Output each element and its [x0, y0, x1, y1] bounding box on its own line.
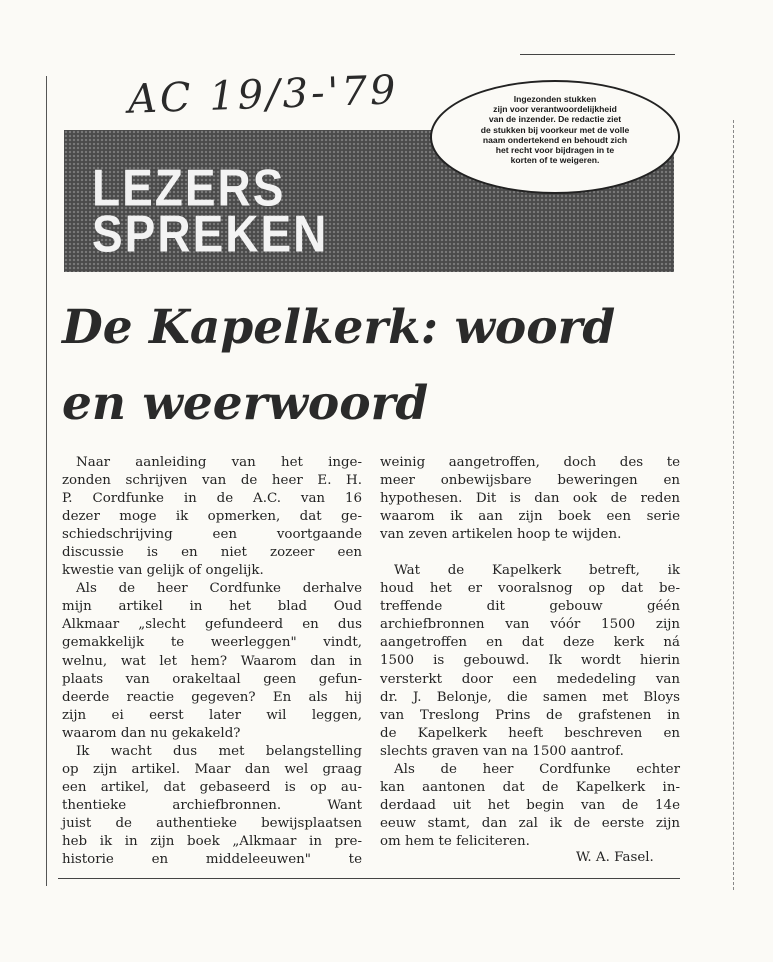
text-line: Naar aanleiding van het inge-	[76, 455, 362, 470]
text-line: gemakkelijk te weerleggen" vindt,	[62, 635, 362, 651]
top-rule	[520, 54, 675, 55]
author-signature: W. A. Fasel.	[576, 850, 654, 865]
notice-line: korten of te weigeren.	[510, 155, 600, 166]
text-line: Als de heer Cordfunke echter	[394, 761, 680, 777]
text-line: plaats van orakeltaal geen gefun-	[62, 671, 362, 687]
text-line: van zeven artikelen hoop te wijden.	[380, 527, 622, 543]
notice-line: zijn voor verantwoordelijkheid	[493, 104, 617, 115]
notice-line: het recht voor bijdragen in te	[495, 145, 615, 156]
text-line: discussie is en niet zozeer een	[62, 545, 362, 561]
text-line: de Kapelkerk heeft beschreven en	[380, 725, 680, 741]
text-line: thentieke archiefbronnen. Want	[62, 797, 362, 813]
text-line: van Treslong Prins de grafstenen in	[380, 707, 680, 723]
right-margin-rule	[733, 120, 734, 890]
text-line: Ik wacht dus met belangstelling	[76, 743, 362, 759]
text-line: Alkmaar „slecht gefundeerd en dus	[62, 617, 362, 633]
text-line: Wat de Kapelkerk betreft, ik	[394, 563, 680, 579]
notice-line: naam ondertekend en behoudt zich	[482, 134, 628, 145]
text-line: dr. J. Belonje, die samen met Bloys	[380, 689, 680, 705]
banner-word-spreken: SPREKEN	[92, 204, 329, 263]
text-line: derdaad uit het begin van de 14e	[380, 797, 680, 813]
headline-line-1: De Kapelkerk: woord	[62, 300, 616, 355]
text-line: waarom ik aan zijn boek een serie	[380, 509, 680, 525]
text-line: slechts graven van na 1500 aantrof.	[380, 743, 624, 759]
text-line: aangetroffen en dat deze kerk ná	[380, 635, 680, 651]
text-line: meer onbewijsbare beweringen en	[380, 473, 680, 489]
text-line: op zijn artikel. Maar dan wel graag	[62, 761, 362, 777]
text-line: om hem te feliciteren.	[380, 833, 530, 849]
text-line: houd het er vooralsnog op dat be-	[380, 581, 680, 597]
article-column-right	[380, 454, 680, 851]
notice-line: de stukken bij voorkeur met de volle	[480, 124, 630, 135]
text-line: historie en middeleeuwen" te	[62, 852, 362, 868]
text-line: kwestie van gelijk of ongelijk.	[62, 563, 264, 579]
notice-line: Ingezonden stukken	[513, 94, 597, 104]
text-line: waarom dan nu gekakeld?	[62, 725, 241, 741]
handwritten-date-note: AC 19/3-'79	[127, 67, 400, 123]
text-line: eeuw stamt, dan zal ik de eerste zijn	[380, 815, 680, 831]
paragraph-gap	[380, 544, 680, 562]
banner-word-lezers: LEZERS	[92, 158, 286, 217]
text-line: dezer moge ik opmerken, dat ge-	[62, 509, 362, 525]
text-line: deerde reactie gegeven? En als hij	[62, 689, 362, 705]
text-line: weinig aangetroffen, doch des te	[380, 455, 680, 470]
notice-line: van de inzender. De redactie ziet	[488, 114, 622, 125]
text-line: P. Cordfunke in de A.C. van 16	[62, 491, 362, 507]
bottom-rule	[58, 878, 680, 879]
text-line: heb ik in zijn boek „Alkmaar in pre-	[62, 833, 362, 849]
text-line: mijn artikel in het blad Oud	[62, 599, 362, 615]
editorial-notice-oval	[430, 80, 680, 194]
text-line: 1500 is gebouwd. Ik wordt hierin	[380, 653, 680, 669]
headline-line-2: en weerwoord	[62, 376, 429, 431]
text-line: juist de authentieke bewijsplaatsen	[62, 815, 362, 831]
text-line: zonden schrijven van de heer E. H.	[62, 473, 362, 489]
text-line: zijn ei eerst later wil leggen,	[62, 707, 362, 723]
article-column-left	[62, 454, 362, 869]
text-line: kan aantonen dat de Kapelkerk in-	[380, 779, 680, 795]
text-line: schiedschrijving een voortgaande	[62, 527, 362, 543]
text-line: archiefbronnen van vóór 1500 zijn	[380, 617, 680, 633]
text-line: hypothesen. Dit is dan ook de reden	[380, 491, 680, 507]
text-line: welnu, wat let hem? Waarom dan in	[62, 653, 362, 669]
text-line: een artikel, dat gebaseerd is op au-	[62, 779, 362, 795]
left-margin-rule	[46, 76, 47, 886]
text-line: treffende dit gebouw géén	[380, 599, 680, 615]
text-line: Als de heer Cordfunke derhalve	[76, 581, 362, 597]
text-line: versterkt door een mededeling van	[380, 671, 680, 687]
